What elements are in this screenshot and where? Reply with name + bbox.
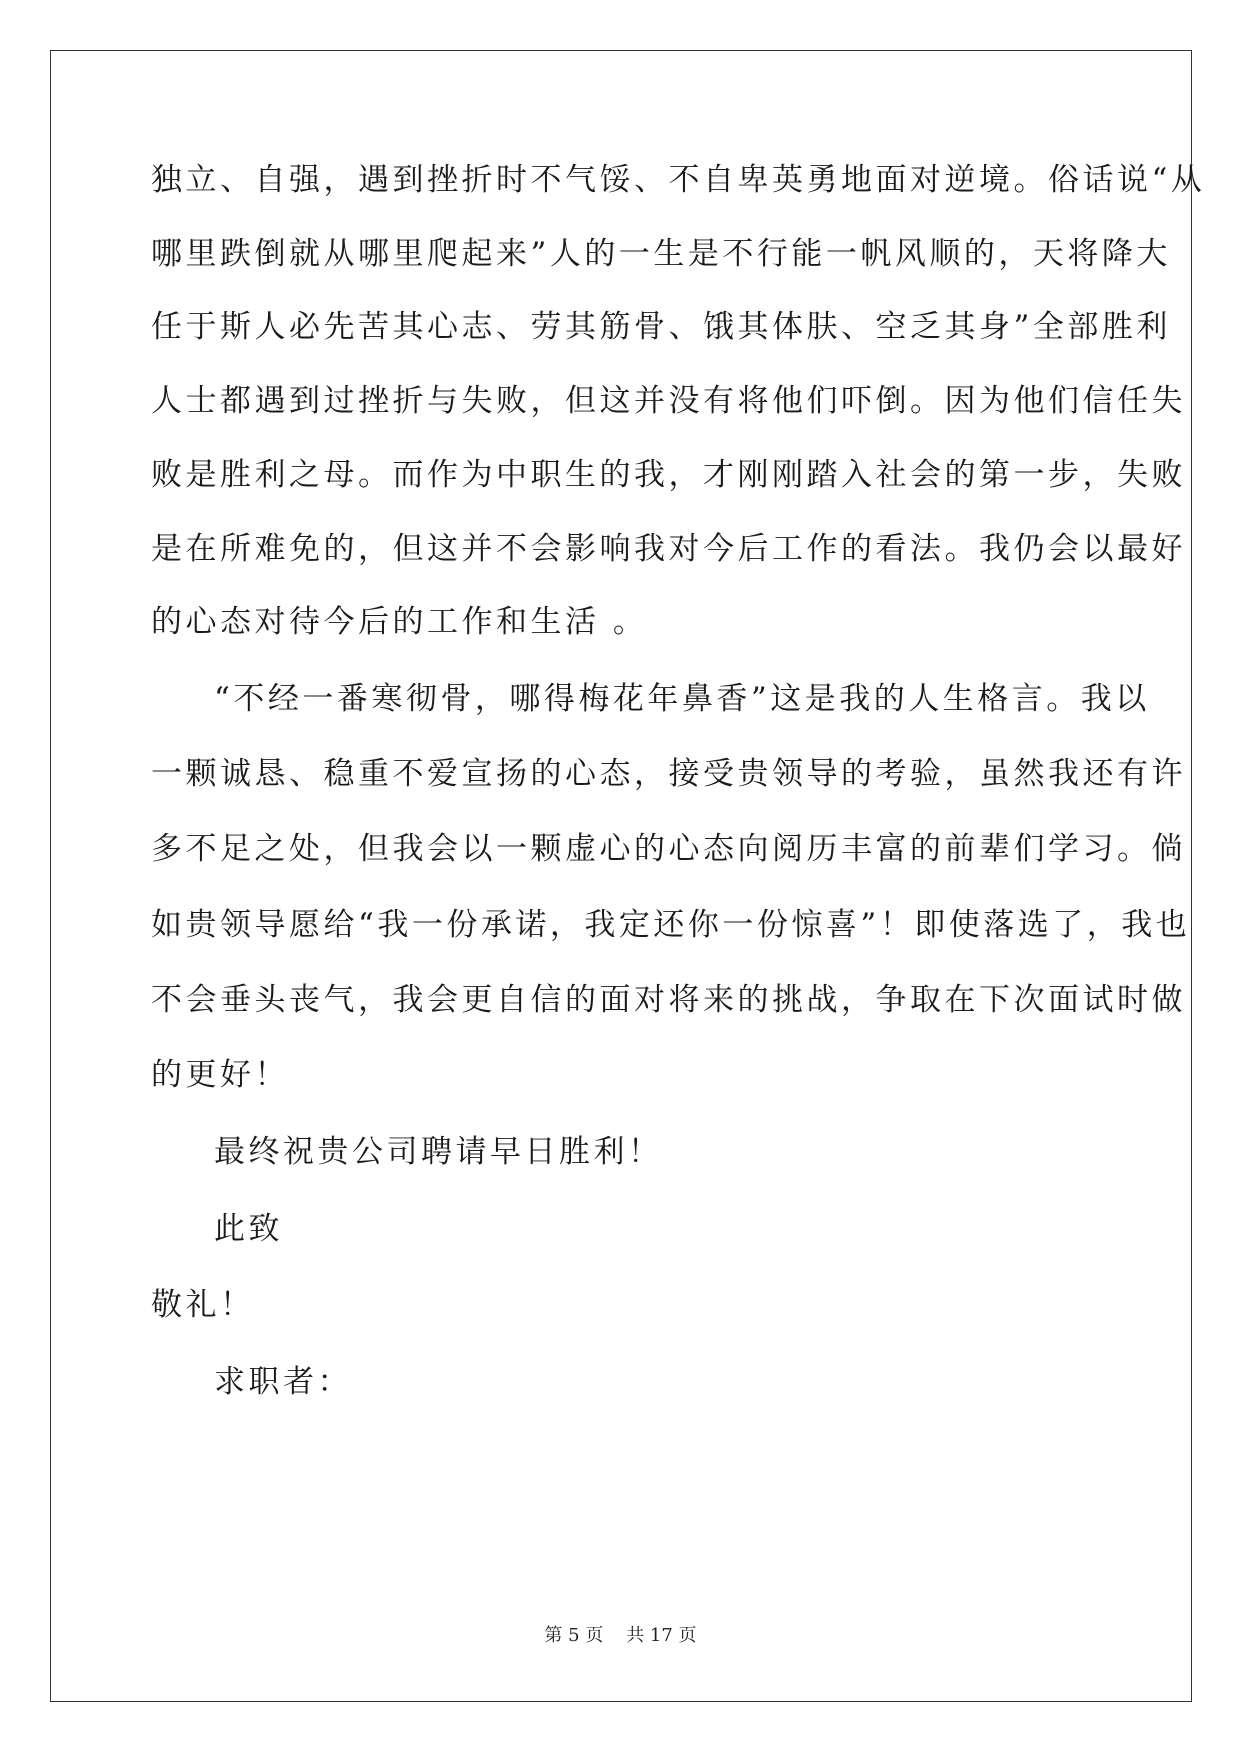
signature-label: 求职者： (214, 1364, 352, 1400)
page-border (50, 50, 1192, 1702)
paragraph-line: 不会垂头丧气，我会更自信的面对将来的挑战，争取在下次面试时做 (151, 982, 1186, 1018)
paragraph-line: 的更好！ (151, 1057, 289, 1093)
salutation: 此致 (214, 1211, 283, 1247)
paragraph-line: “不经一番寒彻骨，哪得梅花年鼻香”这是我的人生格言。我以 (214, 681, 1150, 717)
paragraph-line: 一颗诚恳、稳重不爱宣扬的心态，接受贵领导的考验，虽然我还有许 (151, 756, 1186, 792)
paragraph-line: 败是胜利之母。而作为中职生的我，才刚刚踏入社会的第一步，失败 (151, 457, 1186, 493)
paragraph-line: 多不足之处，但我会以一颗虚心的心态向阅历丰富的前辈们学习。倘 (151, 831, 1186, 867)
paragraph-line: 独立、自强，遇到挫折时不气馁、不自卑英勇地面对逆境。俗话说“从 (151, 162, 1206, 198)
regards: 敬礼！ (151, 1287, 255, 1323)
paragraph-line: 人士都遇到过挫折与失败，但这并没有将他们吓倒。因为他们信任失 (151, 383, 1186, 419)
paragraph-line: 如贵领导愿给“我一份承诺，我定还你一份惊喜”！即使落选了，我也 (151, 907, 1191, 943)
paragraph-line: 任于斯人必先苦其心志、劳其筋骨、饿其体肤、空乏其身”全部胜利 (151, 309, 1171, 345)
paragraph-line: 哪里跌倒就从哪里爬起来”人的一生是不行能一帆风顺的，天将降大 (151, 236, 1171, 272)
closing-wish: 最终祝贵公司聘请早日胜利！ (214, 1134, 663, 1170)
paragraph-line: 是在所难免的，但这并不会影响我对今后工作的看法。我仍会以最好 (151, 531, 1186, 567)
page-number-footer: 第 5 页 共 17 页 (544, 1625, 697, 1646)
paragraph-line: 的心态对待今后的工作和生活 。 (151, 604, 648, 640)
